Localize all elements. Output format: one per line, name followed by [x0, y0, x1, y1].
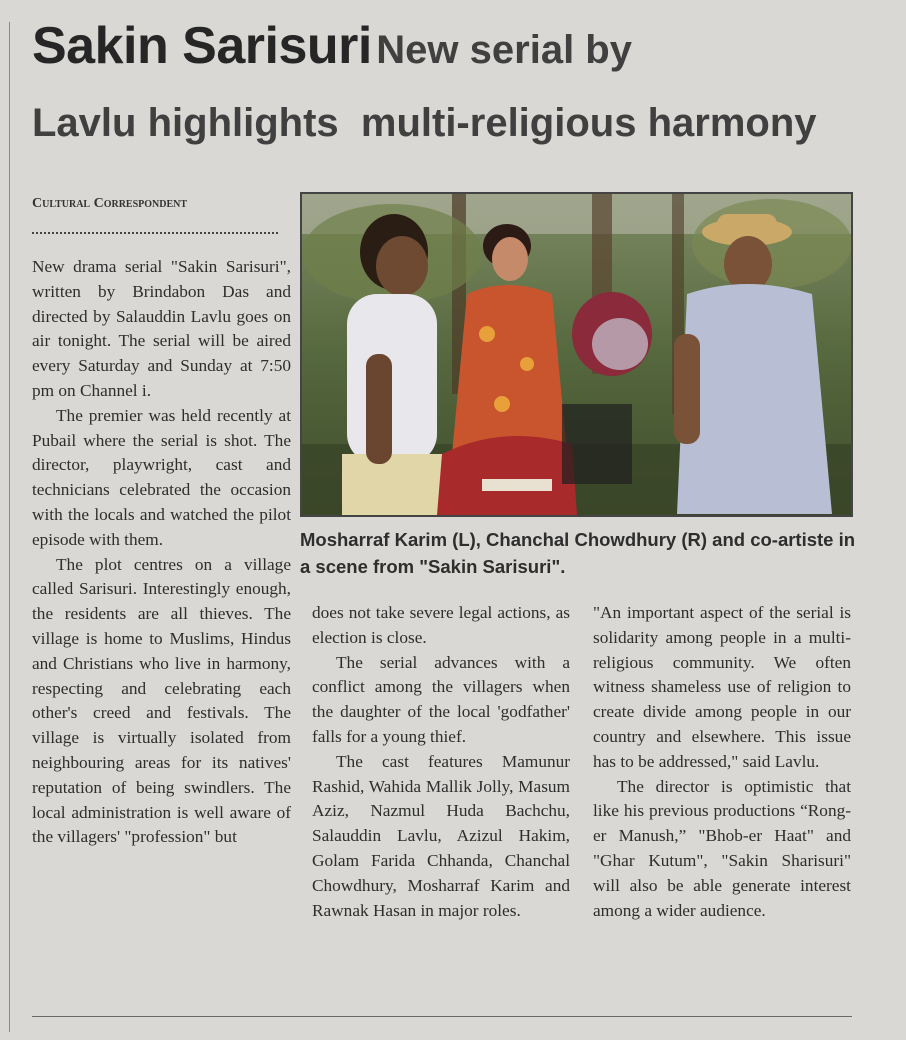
byline: Cultural Correspondent [32, 196, 188, 211]
article-column-1 [32, 255, 291, 850]
scene-photo-illustration [302, 194, 851, 515]
paragraph-3: The plot centres on a village called Sarisuri. Interestingly enough, the residents are all thieves. The village is home to Muslims, Hindus and Christians who live in harmony, respecting and celebrating each other's creed and festivals. The village is virtually isolated from neighbouring areas for its natives' reputation of being swindlers. The local administration is well aware of the villagers' "profession" but [32, 554, 291, 847]
headline-subtitle-part2: Lavlu highlights multi-religious harmony [32, 101, 817, 145]
paragraph-4: The serial advances with a conflict among the villagers when the daughter of the local 'godfather' falls for a young thief. [312, 652, 570, 746]
photo-caption: Mosharraf Karim (L), Chanchal Chowdhury (R) and co-artiste in a scene from "Sakin Sarisuri". [300, 529, 856, 577]
article-column-2 [312, 601, 570, 923]
paragraph-2: The premier was held recently at Pubail where the serial is shot. The director, playwright, cast and technicians celebrated the occasion with the locals and watched the pilot episode with them. [32, 405, 291, 549]
scene-photo [300, 192, 853, 517]
article-column-3 [593, 601, 851, 923]
page-margin-rule [9, 22, 10, 1032]
paragraph-6: "An important aspect of the serial is solidarity among people in a multi-religious community. We often witness shameless use of religion to create divide among people in our country and elsewhere. This issue has to be addressed," said Lavlu. [593, 603, 851, 771]
byline-divider [32, 232, 278, 234]
paragraph-7: The director is optimistic that like his previous productions “Rong-er Manush,” "Bhob-er Haat" and "Ghar Kutum", "Sakin Sharisuri" will also be able generate interest among a wider audience. [593, 776, 851, 920]
bottom-rule [32, 1016, 852, 1017]
headline [32, 14, 882, 164]
headline-subtitle-part1: New serial by [376, 28, 632, 72]
paragraph-3-continued: does not take severe legal actions, as election is close. [312, 603, 570, 647]
headline-title: Sakin Sarisuri [32, 17, 372, 75]
paragraph-5: The cast features Mamunur Rashid, Wahida Mallik Jolly, Masum Aziz, Nazmul Huda Bachchu, Salauddin Lavlu, Azizul Hakim, Golam Farida Chhanda, Chanchal Chowdhury, Mosharraf Karim and Rawnak Hasan in major roles. [312, 751, 570, 920]
paragraph-1: New drama serial "Sakin Sarisuri", written by Brindabon Das and directed by Salauddin Lavlu goes on air tonight. The serial will be aired every Saturday and Sunday at 7:50 pm on Channel i. [32, 257, 291, 400]
